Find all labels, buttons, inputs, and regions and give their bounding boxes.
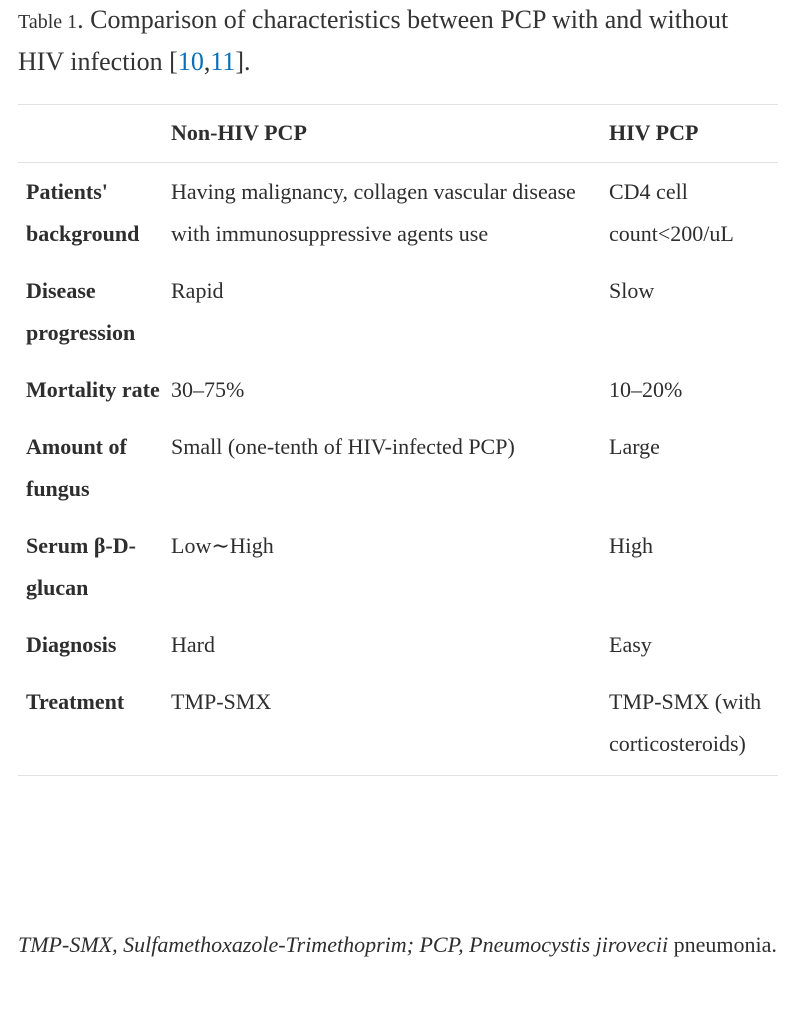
header-cell-hiv: HIV PCP — [609, 120, 699, 145]
hiv-cell: High — [609, 533, 653, 558]
non-hiv-cell: Having malignancy, collagen vascular disease with immunosuppressive agents use — [171, 179, 576, 246]
non-hiv-cell: Low∼High — [171, 533, 274, 558]
table-footnote — [18, 924, 778, 966]
hiv-cell: 10–20% — [609, 377, 683, 402]
table-row — [18, 681, 778, 776]
comparison-table — [18, 104, 778, 776]
table-row — [18, 624, 778, 681]
row-label: Diagnosis — [26, 632, 117, 657]
hiv-cell: Slow — [609, 278, 655, 303]
non-hiv-cell: Hard — [171, 632, 215, 657]
reference-separator: , — [203, 47, 211, 76]
table-row — [18, 426, 778, 525]
table-row — [18, 369, 778, 426]
hiv-cell: TMP-SMX (with corticosteroids) — [609, 689, 762, 756]
hiv-cell: CD4 cell count<200/uL — [609, 179, 734, 246]
non-hiv-cell: Rapid — [171, 278, 224, 303]
caption-end: ]. — [235, 47, 251, 76]
row-label: Serum β-D-glucan — [26, 533, 136, 600]
hiv-cell: Easy — [609, 632, 652, 657]
header-cell-empty — [18, 105, 171, 163]
table-row — [18, 163, 778, 271]
non-hiv-cell: Small (one-tenth of HIV-infected PCP) — [171, 434, 515, 459]
table-caption — [18, 0, 778, 82]
table-row — [18, 525, 778, 624]
row-label: Amount of fungus — [26, 434, 127, 501]
header-cell-non-hiv: Non-HIV PCP — [171, 120, 307, 145]
footnote-abbreviations: TMP-SMX, Sulfamethoxazole-Trimethoprim; PCP, Pneumocystis jirovecii — [18, 932, 669, 957]
reference-link-11[interactable]: 11 — [210, 47, 236, 76]
non-hiv-cell: 30–75% — [171, 377, 245, 402]
row-label: Treatment — [26, 689, 125, 714]
table-row — [18, 270, 778, 369]
row-label: Disease progression — [26, 278, 136, 345]
caption-text: . Comparison of characteristics between PCP with and without HIV infection [ — [18, 5, 729, 76]
hiv-cell: Large — [609, 434, 660, 459]
table-label: Table 1 — [18, 11, 78, 33]
table-header-row — [18, 105, 778, 163]
footnote-tail: pneumonia. — [673, 932, 777, 957]
row-label: Mortality rate — [26, 377, 160, 402]
non-hiv-cell: TMP-SMX — [171, 689, 272, 714]
row-label: Patients' background — [26, 179, 140, 246]
reference-link-10[interactable]: 10 — [177, 47, 204, 76]
